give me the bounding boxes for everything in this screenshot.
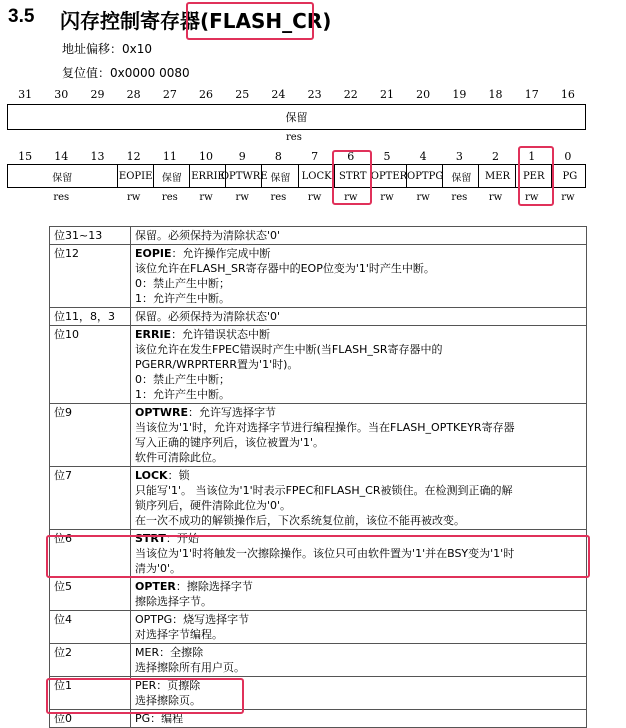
field-name: OPTWRE	[135, 406, 189, 419]
highlight-box-row-strt	[46, 535, 590, 578]
bottom-bit-number: 6	[347, 150, 355, 163]
description-line: 擦除选择字节。	[135, 595, 212, 608]
table-row	[50, 404, 587, 467]
field-cell: ERRIE	[189, 165, 226, 187]
field-access: rw	[561, 192, 575, 203]
highlight-box-per	[518, 146, 554, 206]
description-line: 保留。必须保持为清除状态'0'	[135, 229, 281, 242]
field-cell: MER	[478, 165, 515, 187]
description-line: 当该位为'1'时将触发一次擦除操作。该位只可由软件置为'1'并在BSY变为'1'时	[135, 547, 515, 560]
top-bit-number: 21	[379, 88, 394, 101]
field-title: ：擦除选择字节	[175, 580, 253, 593]
bit-position: 位31~13	[50, 227, 131, 245]
field-access: rw	[199, 192, 213, 203]
bottom-bit-number: 15	[18, 150, 33, 163]
bottom-bit-number: 0	[564, 150, 572, 163]
bit-description	[131, 467, 587, 530]
table-row	[50, 611, 587, 644]
bottom-bit-number: 2	[492, 150, 500, 163]
field-name: EOPIE	[135, 247, 172, 260]
bottom-bit-number: 4	[419, 150, 427, 163]
bit-position: 位6	[50, 530, 131, 578]
bottom-bit-number: 1	[528, 150, 536, 163]
bit-position: 位5	[50, 578, 131, 611]
field-cell: OPTWRE	[225, 165, 262, 187]
bit-position: 位2	[50, 644, 131, 677]
field-access: rw	[416, 192, 430, 203]
description-line: 该位允许在发生FPEC错误时产生中断(当FLASH_SR寄存器中的	[135, 343, 443, 356]
top-bit-number: 29	[90, 88, 105, 101]
bit-position: 位12	[50, 245, 131, 308]
description-line: 在一次不成功的解锁操作后，下次系统复位前，该位不能再被改变。	[135, 514, 465, 527]
description-line: 0：禁止产生中断；	[135, 277, 230, 290]
description-line: 0：禁止产生中断；	[135, 373, 230, 386]
field-title: MER：全擦除	[135, 646, 204, 659]
reserved-field-high: 保留	[285, 111, 308, 124]
description-line: 1：允许产生中断。	[135, 388, 230, 401]
table-row	[50, 578, 587, 611]
top-bit-number: 23	[307, 88, 322, 101]
bottom-bit-number: 3	[455, 150, 463, 163]
field-cell: LOCK	[298, 165, 335, 187]
top-bit-number: 30	[54, 88, 69, 101]
description-line: PGERR/WRPRTERR置为'1'时)。	[135, 358, 299, 371]
bit-position: 位11，8，3	[50, 308, 131, 326]
field-access: rw	[525, 192, 539, 203]
bit-description	[131, 227, 587, 245]
bit-description	[131, 611, 587, 644]
table-row	[50, 245, 587, 308]
field-name: ERRIE	[135, 328, 172, 341]
table-row	[50, 227, 587, 245]
bottom-bit-number: 11	[162, 150, 177, 163]
section-number: 3.5	[8, 6, 35, 27]
field-heading	[135, 468, 582, 483]
reset-value: 复位值：0x0000 0080	[62, 66, 190, 80]
top-bit-number: 25	[235, 88, 250, 101]
table-row	[50, 467, 587, 530]
field-access: res	[451, 192, 468, 203]
field-access: res	[161, 192, 178, 203]
field-heading	[135, 645, 582, 660]
field-access: res	[53, 192, 70, 203]
field-title: ：允许操作完成中断	[171, 247, 271, 260]
bottom-bit-number: 5	[383, 150, 391, 163]
bottom-bit-number: 9	[238, 150, 246, 163]
field-heading	[135, 612, 582, 627]
description-line: 写入正确的键序列后，该位被置为'1'。	[135, 436, 325, 449]
field-title: PG：编程	[135, 712, 184, 725]
bottom-bit-number: 8	[274, 150, 282, 163]
field-cell: OPTPG	[406, 165, 443, 187]
field-title: ：锁	[167, 469, 190, 482]
field-access: res	[270, 192, 287, 203]
bit-description	[131, 308, 587, 326]
field-access: rw	[488, 192, 503, 203]
top-bit-number: 28	[126, 88, 141, 101]
field-name: OPTER	[135, 580, 176, 593]
bottom-bit-number: 10	[199, 150, 214, 163]
description-line: 只能写'1'。 当该位为'1'时表示FPEC和FLASH_CR被锁住。在检测到正确的解	[135, 484, 513, 497]
field-heading	[135, 405, 582, 420]
bit-position: 位4	[50, 611, 131, 644]
description-line: 选择擦除所有用户页。	[135, 661, 245, 674]
top-bit-number: 26	[199, 88, 214, 101]
bit-position: 位7	[50, 467, 131, 530]
top-bit-number: 22	[343, 88, 358, 101]
highlight-box-title	[186, 2, 314, 40]
field-cell: 保留	[153, 165, 190, 187]
bottom-bit-number: 12	[126, 150, 141, 163]
bit-position: 位10	[50, 326, 131, 404]
highlight-box-row-per	[46, 678, 244, 714]
address-offset: 地址偏移：0x10	[62, 42, 153, 56]
top-bit-number: 24	[271, 88, 286, 101]
description-line: 锁序列后，硬件清除此位为'0'。	[135, 499, 292, 512]
field-name: STRT	[135, 532, 166, 545]
bit-description	[131, 644, 587, 677]
description-line: 选择擦除页。	[135, 694, 201, 707]
access-high: res	[286, 132, 302, 143]
field-cell: EOPIE	[117, 165, 154, 187]
top-bit-number: 31	[18, 88, 33, 101]
table-row	[50, 326, 587, 404]
field-heading	[135, 246, 582, 261]
bit-description	[131, 404, 587, 467]
bottom-bit-number: 7	[311, 150, 319, 163]
bottom-bit-number: 13	[90, 150, 105, 163]
field-title: ：允许写选择字节	[188, 406, 277, 419]
description-line: 软件可清除此位。	[135, 451, 223, 464]
table-row	[50, 308, 587, 326]
field-title: ：允许错误状态中断	[171, 328, 271, 341]
bit-description	[131, 578, 587, 611]
field-heading	[135, 579, 582, 594]
field-title: OPTPG：烧写选择字节	[135, 613, 250, 626]
field-access: rw	[126, 192, 141, 203]
top-bit-number: 27	[162, 88, 177, 101]
field-title: PER：页擦除	[135, 679, 201, 692]
field-cell: 保留	[52, 172, 73, 184]
top-bit-number: 20	[416, 88, 431, 101]
field-cell: 保留	[442, 165, 479, 187]
field-cell: PER	[515, 165, 552, 187]
field-title: ：开始	[165, 532, 199, 545]
register-row-high	[7, 104, 586, 130]
field-access: rw	[307, 192, 322, 203]
field-name: LOCK	[135, 469, 168, 482]
bit-position: 位0	[50, 710, 131, 728]
top-bit-number: 18	[488, 88, 503, 101]
bottom-bit-number: 14	[54, 150, 69, 163]
bit-description-table	[49, 226, 587, 728]
field-access: rw	[344, 192, 358, 203]
field-heading	[135, 327, 582, 342]
field-access: rw	[235, 192, 249, 203]
top-bit-number: 19	[452, 88, 467, 101]
field-cell: 保留	[261, 165, 298, 187]
description-line: 清为'0'。	[135, 562, 182, 575]
page-title: 闪存控制寄存器(FLASH_CR)	[60, 9, 332, 33]
description-line: 当该位为'1'时，允许对选择字节进行编程操作。当在FLASH_OPTKEYR寄存器	[135, 421, 515, 434]
top-bit-number: 16	[560, 88, 575, 101]
register-row-low	[7, 164, 586, 188]
description-line: 该位允许在FLASH_SR寄存器中的EOP位变为'1'时产生中断。	[135, 262, 435, 275]
field-cell: OPTER	[370, 165, 407, 187]
top-bit-number: 17	[524, 88, 539, 101]
table-row	[50, 644, 587, 677]
bit-position: 位1	[50, 677, 131, 710]
description-line: 对选择字节编程。	[135, 628, 223, 641]
bit-description	[131, 326, 587, 404]
field-cell: PG	[551, 165, 588, 187]
field-access: rw	[380, 192, 394, 203]
bit-description	[131, 245, 587, 308]
field-cell: STRT	[334, 165, 371, 187]
highlight-box-strt	[332, 150, 372, 205]
description-line: 保留。必须保持为清除状态'0'	[135, 310, 281, 323]
description-line: 1：允许产生中断。	[135, 292, 230, 305]
bit-position: 位9	[50, 404, 131, 467]
